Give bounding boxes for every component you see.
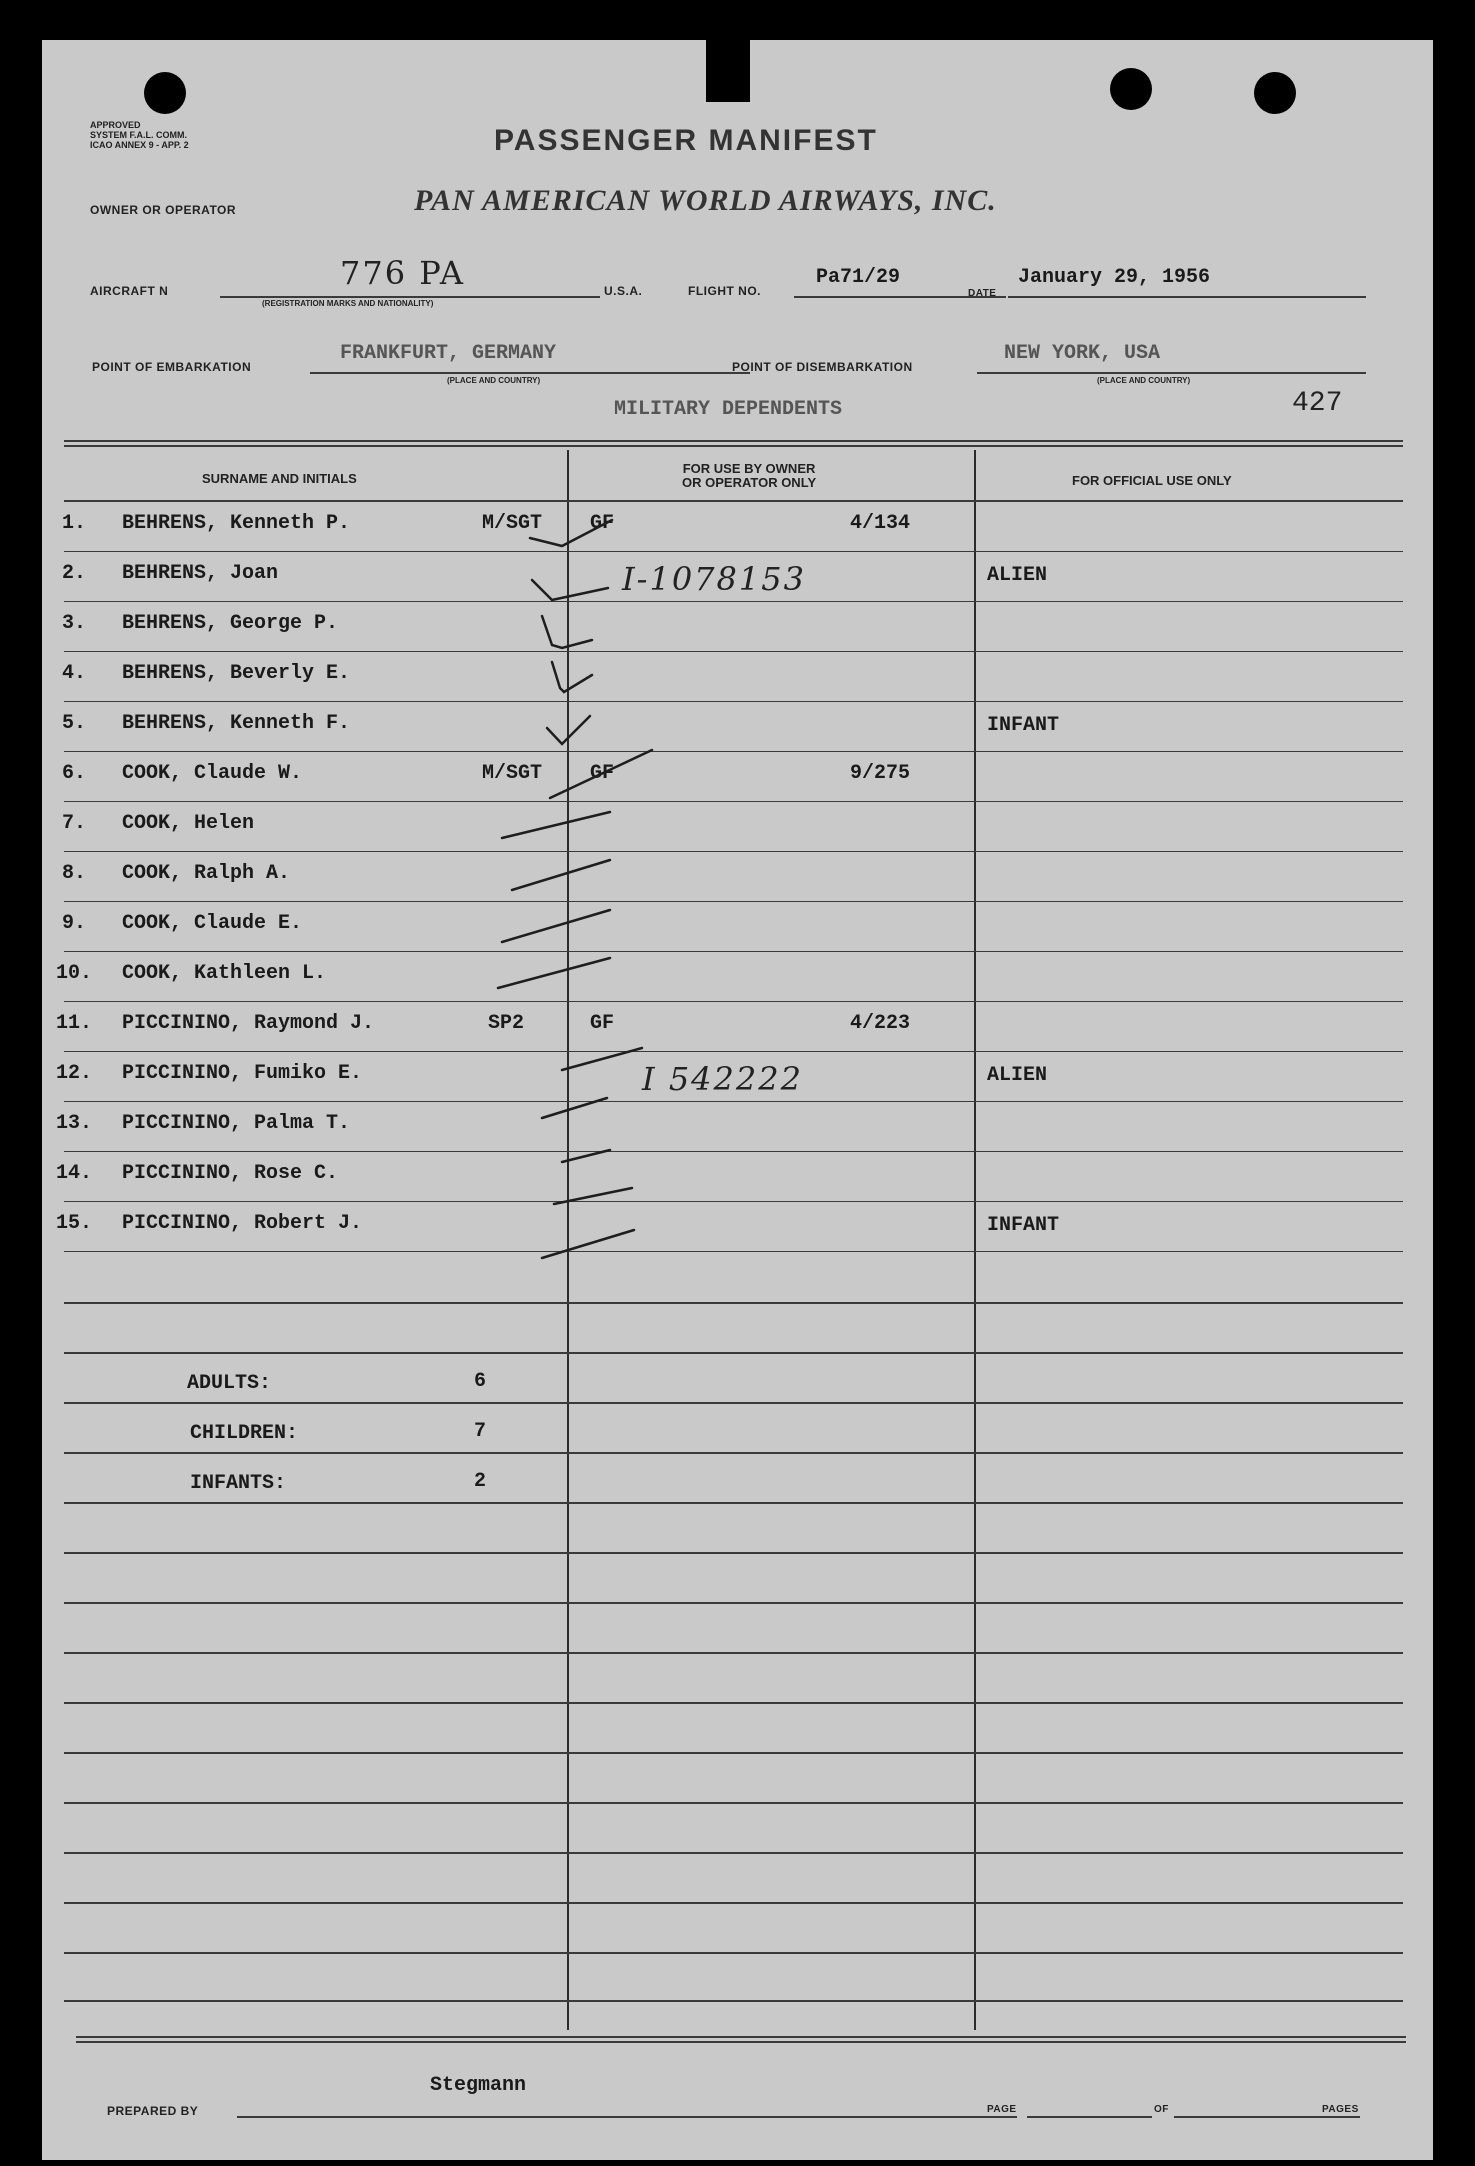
passenger-name: COOK, Claude E. [122, 912, 303, 935]
owner-label: OWNER OR OPERATOR [90, 203, 237, 217]
row-number: 10. [56, 962, 93, 985]
passenger-ref: 4/134 [850, 512, 911, 535]
embarkation-value: FRANKFURT, GERMANY [340, 342, 557, 365]
row-number: 15. [56, 1212, 93, 1235]
embarkation-label: POINT OF EMBARKATION [92, 360, 252, 374]
blank-rule [64, 2000, 1403, 2002]
children-label: CHILDREN: [190, 1422, 299, 1445]
page-line [1027, 2116, 1152, 2118]
date-label: DATE [968, 288, 997, 299]
blank-rule [64, 1902, 1403, 1904]
row-number: 14. [56, 1162, 93, 1185]
prepared-by-value: Stegmann [430, 2074, 527, 2097]
blank-rule [64, 1752, 1403, 1754]
passenger-rank: M/SGT [482, 762, 543, 785]
approval-line: ICAO ANNEX 9 - APP. 2 [90, 140, 189, 150]
row-number: 5. [62, 712, 87, 735]
row-number: 4. [62, 662, 87, 685]
owner-value: PAN AMERICAN WORLD AIRWAYS, INC. [414, 184, 997, 217]
passenger-name: PICCININO, Robert J. [122, 1212, 363, 1235]
infants-value: 2 [474, 1470, 487, 1493]
footer-top-rule-2 [76, 2041, 1406, 2043]
column-header-surname: SURNAME AND INITIALS [202, 471, 357, 486]
check-mark [550, 750, 652, 798]
blank-rule [64, 1702, 1403, 1704]
adults-value: 6 [474, 1370, 487, 1393]
passenger-code: GF [590, 512, 615, 535]
disembarkation-label: POINT OF DISEMBARKATION [732, 360, 913, 374]
passenger-name: BEHRENS, George P. [122, 612, 339, 635]
blank-rule [64, 1402, 1403, 1404]
row-number: 3. [62, 612, 87, 635]
passenger-name: BEHRENS, Beverly E. [122, 662, 351, 685]
row-number: 6. [62, 762, 87, 785]
infants-label: INFANTS: [190, 1472, 287, 1495]
passenger-name: BEHRENS, Joan [122, 562, 279, 585]
row-number: 11. [56, 1012, 93, 1035]
official-note: ALIEN [987, 1064, 1048, 1087]
children-value: 7 [474, 1420, 487, 1443]
passenger-rank: M/SGT [482, 512, 543, 535]
handwritten-id-row12: I 542222 [642, 1060, 803, 1098]
disembarkation-value: NEW YORK, USA [1004, 342, 1161, 365]
date-value: January 29, 1956 [1018, 266, 1211, 289]
row-number: 12. [56, 1062, 93, 1085]
check-mark [512, 860, 610, 890]
check-mark [552, 662, 592, 692]
category-note: MILITARY DEPENDENTS [614, 398, 843, 421]
row-number: 2. [62, 562, 87, 585]
passenger-code: GF [590, 762, 615, 785]
flight-value: Pa71/29 [816, 266, 901, 289]
passenger-code: GF [590, 1012, 615, 1035]
row-number: 9. [62, 912, 87, 935]
prepared-by-line [237, 2116, 1017, 2118]
check-mark [532, 580, 608, 600]
passenger-name: BEHRENS, Kenneth F. [122, 712, 351, 735]
owner-use-line: FOR USE BY OWNER [682, 461, 816, 476]
check-mark [542, 1098, 607, 1118]
pages-label: PAGES [1322, 2104, 1359, 2115]
blank-rule [64, 1852, 1403, 1854]
manifest-sheet [42, 40, 1433, 2160]
aircraft-label: AIRCRAFT N [90, 284, 169, 298]
row-number: 8. [62, 862, 87, 885]
passenger-name: COOK, Ralph A. [122, 862, 291, 885]
passenger-name: COOK, Kathleen L. [122, 962, 327, 985]
page-reference: 427 [1292, 388, 1343, 419]
official-note: ALIEN [987, 564, 1048, 587]
embarkation-sublabel: (PLACE AND COUNTRY) [447, 376, 541, 385]
passenger-name: PICCININO, Palma T. [122, 1112, 351, 1135]
check-mark [542, 616, 592, 648]
aircraft-sublabel: (REGISTRATION MARKS AND NATIONALITY) [262, 299, 434, 308]
check-mark [498, 958, 610, 988]
check-mark [562, 1150, 610, 1162]
passenger-ref: 9/275 [850, 762, 911, 785]
passenger-name: PICCININO, Raymond J. [122, 1012, 375, 1035]
official-note: INFANT [987, 1214, 1060, 1237]
check-mark [554, 1188, 632, 1204]
check-mark [502, 910, 610, 942]
blank-rule [64, 1552, 1403, 1554]
row-number: 1. [62, 512, 87, 535]
aircraft-value: 776 PA [340, 254, 465, 292]
check-mark [502, 812, 610, 838]
check-mark [542, 1230, 634, 1258]
blank-rule [64, 1802, 1403, 1804]
check-marks [42, 40, 1433, 1340]
page-label: PAGE [987, 2104, 1017, 2115]
passenger-rank: SP2 [488, 1012, 525, 1035]
passenger-name: PICCININO, Fumiko E. [122, 1062, 363, 1085]
of-label: OF [1154, 2104, 1169, 2115]
owner-use-line: OR OPERATOR ONLY [682, 475, 817, 490]
check-mark [530, 520, 612, 546]
disembarkation-sublabel: (PLACE AND COUNTRY) [1097, 376, 1191, 385]
aircraft-country: U.S.A. [604, 284, 643, 298]
passenger-ref: 4/223 [850, 1012, 911, 1035]
of-line [1174, 2116, 1360, 2118]
blank-rule [64, 1452, 1403, 1454]
form-title: PASSENGER MANIFEST [494, 124, 878, 157]
approval-line: SYSTEM F.A.L. COMM. [90, 130, 188, 140]
prepared-by-label: PREPARED BY [107, 2104, 199, 2118]
adults-label: ADULTS: [187, 1372, 272, 1395]
passenger-name: COOK, Claude W. [122, 762, 303, 785]
passenger-name: BEHRENS, Kenneth P. [122, 512, 351, 535]
blank-rule [64, 1302, 1403, 1304]
blank-rule [64, 1502, 1403, 1504]
handwritten-id-row2: I-1078153 [622, 560, 806, 598]
blank-rule [64, 1352, 1403, 1354]
flight-label: FLIGHT NO. [688, 284, 761, 298]
approval-line: APPROVED [90, 120, 141, 130]
check-mark [547, 716, 590, 744]
row-number: 13. [56, 1112, 93, 1135]
official-note: INFANT [987, 714, 1060, 737]
passenger-name: PICCININO, Rose C. [122, 1162, 339, 1185]
footer-top-rule [76, 2036, 1406, 2038]
blank-rule [64, 1952, 1403, 1954]
blank-rule [64, 1652, 1403, 1654]
check-mark [562, 1048, 642, 1070]
column-header-official-use: FOR OFFICIAL USE ONLY [1072, 473, 1232, 488]
blank-rule [64, 1602, 1403, 1604]
passenger-name: COOK, Helen [122, 812, 255, 835]
row-number: 7. [62, 812, 87, 835]
